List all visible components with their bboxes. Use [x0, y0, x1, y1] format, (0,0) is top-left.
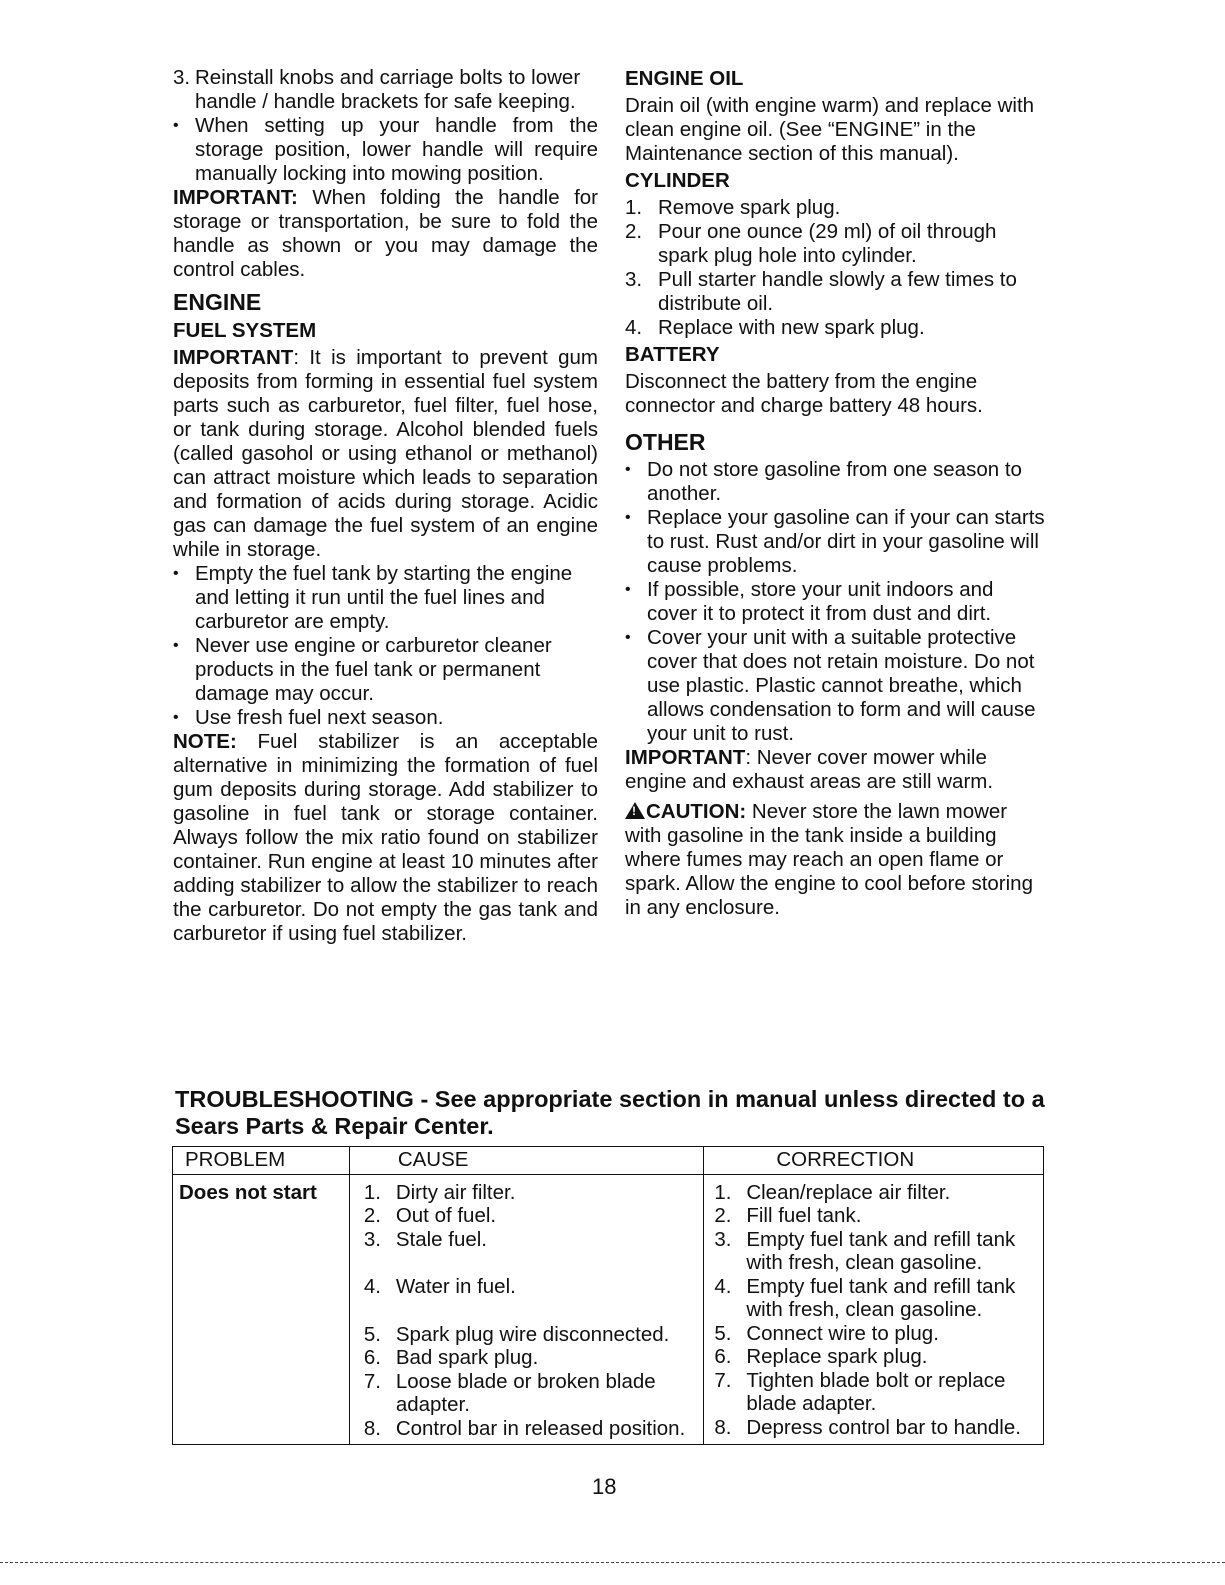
list-item: [714, 1275, 1043, 1322]
handle-steps: [173, 66, 598, 114]
correction-number: 6.: [714, 1345, 732, 1368]
list-item: [625, 316, 1045, 340]
correction-text: Empty fuel tank and refill tank with fresh, clean gasoline.: [746, 1227, 1016, 1274]
correction-text: Replace spark plug.: [746, 1345, 928, 1368]
correction-cell: [704, 1174, 1044, 1445]
list-item: [364, 1417, 699, 1441]
cause-text: Control bar in released position.: [395, 1416, 686, 1440]
correction-text: Connect wire to plug.: [746, 1321, 939, 1345]
list-item: [714, 1228, 1043, 1275]
cause-text: Dirty air filter.: [395, 1180, 516, 1204]
cause-text: Spark plug wire disconnected.: [395, 1322, 670, 1346]
other-bullets: [625, 458, 1045, 746]
page-number: 18: [592, 1474, 617, 1499]
troubleshooting-table: [172, 1146, 1044, 1445]
caution-note: [625, 800, 1045, 920]
important-text: : It is important to prevent gum deposits from forming in essential fuel system parts such as carburetor, fuel filter, fuel hose, or tank during storage. Alcohol blended fuels (called gasohol or using ethanol or methanol) can attract moisture which leads to separation and formation of acids during storage. Acidic gas can damage the fuel system of an engine while in storage.: [173, 346, 598, 561]
list-item: • Replace your gasoline can if your can starts to rust. Rust and/or dirt in your gasoline will cause problems.: [625, 506, 1045, 578]
table-row: [173, 1174, 1044, 1445]
step-number: 3.: [173, 66, 191, 89]
step-number: 2.: [625, 220, 643, 243]
handle-bullets: [173, 114, 598, 186]
list-item: [364, 1346, 699, 1370]
important-note-handle: [173, 186, 598, 282]
battery-text: Disconnect the battery from the engine connector and charge battery 48 hours.: [625, 370, 983, 417]
step-text: Reinstall knobs and carriage bolts to lower handle / handle brackets for safe keeping.: [195, 66, 581, 113]
list-item: [625, 196, 1045, 220]
cause-text: Stale fuel.: [395, 1227, 487, 1251]
important-label: IMPORTANT:: [173, 186, 298, 209]
cause-number: 5.: [363, 1322, 381, 1346]
correction-text: Tighten blade bolt or replace blade adapter.: [746, 1368, 1006, 1415]
cause-text: Bad spark plug.: [395, 1346, 539, 1369]
cause-number: 4.: [363, 1275, 381, 1298]
list-item: [714, 1345, 1043, 1369]
correction-text: Fill fuel tank.: [746, 1204, 862, 1227]
step-text: Remove spark plug.: [658, 196, 841, 219]
note-label: NOTE:: [173, 730, 237, 753]
list-item: • Never use engine or carburetor cleaner products in the fuel tank or permanent damage may occur.: [173, 634, 598, 706]
correction-number: 5.: [714, 1321, 732, 1345]
other-heading: OTHER: [625, 429, 706, 455]
correction-number: 8.: [714, 1415, 732, 1439]
cause-number: 3.: [363, 1227, 381, 1251]
caution-label: CAUTION:: [646, 800, 747, 823]
left-column: [173, 66, 598, 946]
list-item: • Do not store gasoline from one season to another.: [625, 458, 1045, 506]
correction-number: 3.: [714, 1227, 732, 1251]
correction-number: 4.: [714, 1274, 732, 1298]
engine-oil-text: Drain oil (with engine warm) and replace with clean engine oil. (See “ENGINE” in the Maintenance section of this manual).: [625, 94, 1035, 165]
correction-number: 2.: [714, 1204, 732, 1227]
list-item: [364, 1204, 699, 1228]
list-item: [625, 220, 1045, 268]
list-item: • Cover your unit with a suitable protective cover that does not retain moisture. Do not use plastic. Plastic cannot breathe, which allows condensation to form and will cause your unit to rust.: [625, 626, 1045, 746]
step-text: Pour one ounce (29 ml) of oil through spark plug hole into cylinder.: [658, 220, 997, 267]
step-text: Replace with new spark plug.: [658, 316, 925, 339]
cause-text: Water in fuel.: [395, 1275, 516, 1298]
list-item: [364, 1275, 699, 1299]
bottom-divider: [0, 1562, 1225, 1563]
header-problem: PROBLEM: [173, 1147, 350, 1175]
step-text: Pull starter handle slowly a few times to distribute oil.: [658, 268, 1017, 315]
correction-list: [714, 1181, 1043, 1440]
stabilizer-note: [173, 730, 598, 946]
header-cause: CAUSE: [349, 1147, 703, 1175]
warning-triangle-icon: [625, 802, 645, 819]
header-correction: CORRECTION: [704, 1147, 1044, 1175]
list-item: [714, 1204, 1043, 1228]
list-item: • If possible, store your unit indoors and cover it to protect it from dust and dirt.: [625, 578, 1045, 626]
cylinder-heading: CYLINDER: [625, 169, 730, 192]
list-item: [364, 1323, 699, 1347]
list-item: • Use fresh fuel next season.: [173, 706, 598, 730]
cause-text: Loose blade or broken blade adapter.: [395, 1369, 656, 1416]
correction-text: Clean/replace air filter.: [746, 1180, 951, 1204]
correction-text: Empty fuel tank and refill tank with fresh, clean gasoline.: [746, 1274, 1016, 1321]
troubleshooting-title: TROUBLESHOOTING - See appropriate section in manual unless directed to a Sears Parts & Repair Center.: [175, 1086, 1045, 1139]
cause-number: 6.: [363, 1346, 381, 1369]
cause-number: 7.: [363, 1369, 381, 1393]
cause-list: [364, 1181, 699, 1441]
step-number: 1.: [625, 196, 643, 219]
list-item: [364, 1181, 699, 1205]
list-item: [625, 268, 1045, 316]
note-text: Fuel stabilizer is an acceptable alternative in minimizing the formation of fuel gum deposits during storage. Add stabilizer to gasoline in fuel tank or storage container. Always follow the mix ratio found on stabilizer container. Run engine at least 10 minutes after adding stabilizer to allow the stabilizer to reach the carburetor. Do not empty the gas tank and carburetor if using fuel stabilizer.: [173, 730, 598, 945]
important-label: IMPORTANT: [173, 346, 294, 369]
cause-text: Out of fuel.: [395, 1204, 497, 1227]
important-text: When folding the handle for storage or transportation, be sure to fold the handle as shown or you may damage the control cables.: [173, 186, 598, 281]
important-note-fuel: [173, 346, 598, 562]
engine-heading: ENGINE: [173, 289, 262, 315]
problem-cell: Does not start: [173, 1174, 350, 1445]
correction-number: 7.: [714, 1368, 732, 1392]
fuel-bullets: [173, 562, 598, 730]
table-header-row: [173, 1147, 1044, 1175]
cause-number: 2.: [363, 1204, 381, 1227]
right-column: [625, 66, 1045, 920]
list-item: [364, 1228, 699, 1252]
important-text: : Never cover mower while engine and exhaust areas are still warm.: [625, 746, 994, 793]
cylinder-steps: [625, 196, 1045, 340]
cause-number: 1.: [363, 1180, 381, 1204]
list-item: [714, 1416, 1043, 1440]
fuel-system-heading: FUEL SYSTEM: [173, 319, 317, 342]
cause-cell: [349, 1174, 703, 1445]
list-item: • Empty the fuel tank by starting the engine and letting it run until the fuel lines and carburetor are empty.: [173, 562, 598, 634]
list-item: [714, 1181, 1043, 1205]
correction-number: 1.: [714, 1180, 732, 1204]
list-item: [714, 1322, 1043, 1346]
correction-text: Depress control bar to handle.: [746, 1415, 1021, 1439]
step-number: 4.: [625, 316, 643, 339]
cause-number: 8.: [363, 1416, 381, 1440]
battery-heading: BATTERY: [625, 343, 720, 366]
engine-oil-heading: ENGINE OIL: [625, 67, 744, 90]
important-note-cover: [625, 746, 1045, 794]
important-label: IMPORTANT: [625, 746, 746, 769]
list-item: [714, 1369, 1043, 1416]
list-item: • When setting up your handle from the storage position, lower handle will require manually locking into mowing position.: [173, 114, 598, 186]
caution-text: Never store the lawn mower with gasoline in the tank inside a building where fumes may reach an open flame or spark. Allow the engine to cool before storing in any enclosure.: [625, 800, 1033, 919]
step-number: 3.: [625, 268, 643, 291]
list-item: [173, 66, 598, 114]
list-item: [364, 1370, 699, 1417]
